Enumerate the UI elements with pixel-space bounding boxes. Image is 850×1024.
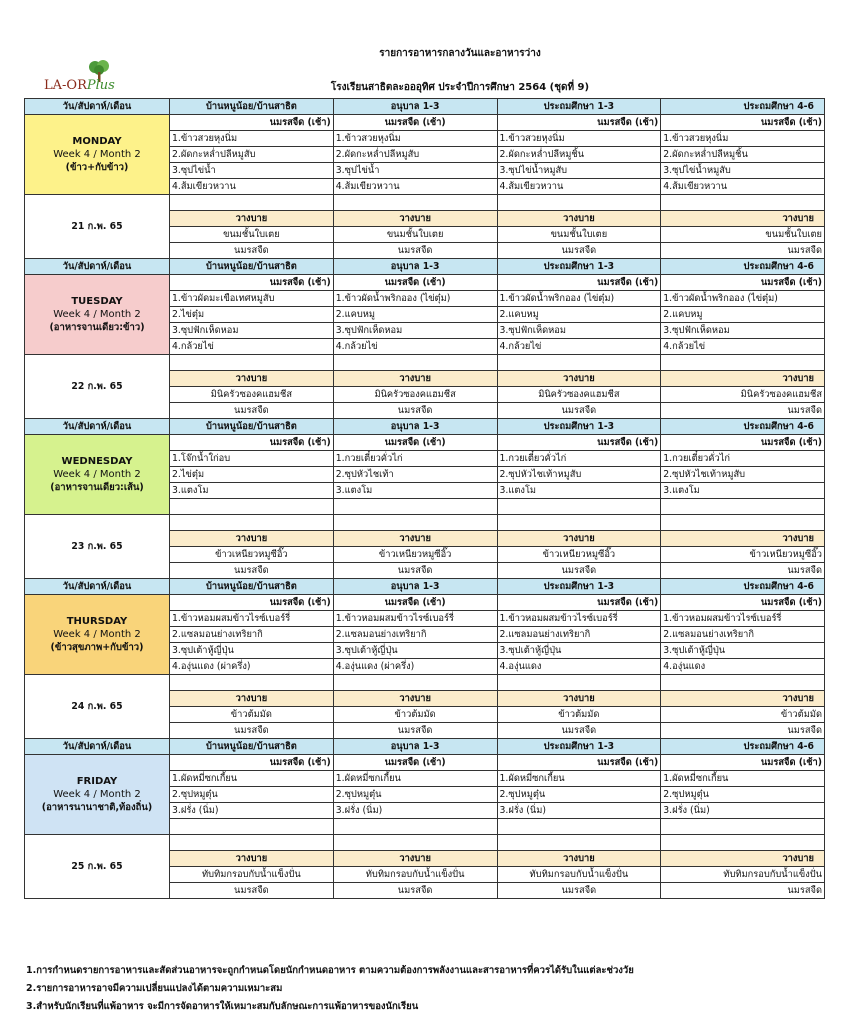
day-name: THURSDAY — [66, 616, 128, 627]
blank-cell — [170, 195, 334, 211]
day-week: Week 4 / Month 2 — [53, 149, 141, 160]
menu-row — [25, 275, 825, 291]
milk-item: นมรสจืด — [333, 723, 497, 739]
header-cell: วัน/สัปดาห์/เดือน — [25, 99, 170, 115]
notes — [26, 962, 634, 1016]
day-date: 25 ก.พ. 65 — [25, 835, 170, 899]
header-cell: ประถมศึกษา 1-3 — [497, 259, 661, 275]
snack-label: วางบาย — [497, 211, 661, 227]
milk-item: นมรสจืด — [170, 243, 334, 259]
lunch-item: 3.ซุปไข่น้ำหมูสับ — [497, 163, 661, 179]
blank-cell — [333, 819, 497, 835]
day-week: Week 4 / Month 2 — [53, 469, 141, 480]
day-date: 21 ก.พ. 65 — [25, 195, 170, 259]
milk-item: นมรสจืด — [497, 563, 661, 579]
day-label-wednesday — [25, 435, 170, 515]
lunch-item: 1.ข้าวผัดมะเขือเทศหมูสับ — [170, 291, 334, 307]
lunch-item — [497, 499, 661, 515]
note-2: 2.รายการอาหารอาจมีความเปลี่ยนแปลงได้ตามความเหมาะสม — [26, 983, 283, 994]
blank-cell — [661, 355, 825, 371]
milk-item: นมรสจืด — [333, 883, 497, 899]
lunch-item: 1.ข้าวหอมผสมข้าวไรซ์เบอร์รี่ — [333, 611, 497, 627]
day-label-friday — [25, 755, 170, 835]
lunch-item: 3.ซุปเต้าหู้ญี่ปุ่น — [333, 643, 497, 659]
blank-cell — [333, 515, 497, 531]
lunch-label: นมรสจืด (เช้า) — [497, 115, 661, 131]
lunch-item: 3.ซุปฟักเห็ดหอม — [497, 323, 661, 339]
blank-cell — [170, 515, 334, 531]
header-cell: บ้านหนูน้อย/บ้านสาธิต — [170, 419, 334, 435]
menu-table — [24, 98, 825, 899]
header-cell: ประถมศึกษา 1-3 — [497, 99, 661, 115]
snack-label: วางบาย — [333, 531, 497, 547]
lunch-label: นมรสจืด (เช้า) — [333, 755, 497, 771]
lunch-item: 4.กล้วยไข่ — [661, 339, 825, 355]
lunch-label: นมรสจืด (เช้า) — [661, 595, 825, 611]
snack-item: ข้าวต้มมัด — [170, 707, 334, 723]
milk-item: นมรสจืด — [170, 883, 334, 899]
header-row — [25, 739, 825, 755]
milk-item: นมรสจืด — [661, 403, 825, 419]
day-week: Week 4 / Month 2 — [53, 309, 141, 320]
lunch-item: 1.ข้าวสวยหุงนิ่ม — [661, 131, 825, 147]
lunch-label: นมรสจืด (เช้า) — [497, 755, 661, 771]
lunch-label: นมรสจืด (เช้า) — [333, 275, 497, 291]
lunch-item: 2.ผัดกะหล่ำปลีหมูชิ้น — [661, 147, 825, 163]
header-row — [25, 99, 825, 115]
snack-item: ข้าวเหนียวหมูซีอิ๊ว — [170, 547, 334, 563]
lunch-item: 4.กล้วยไข่ — [497, 339, 661, 355]
snack-label: วางบาย — [170, 851, 334, 867]
blank-cell — [333, 835, 497, 851]
lunch-item: 3.ซุปฟักเห็ดหอม — [170, 323, 334, 339]
lunch-item: 2.ซุปหัวไชเท้า — [333, 467, 497, 483]
lunch-item: 3.แตงโม — [497, 483, 661, 499]
snack-item: ขนมชั้นใบเตย — [170, 227, 334, 243]
blank-cell — [497, 515, 661, 531]
lunch-item: 2.แซลมอนย่างเทริยากิ — [170, 627, 334, 643]
lunch-item: 3.ฝรั่ง (นิ่ม) — [333, 803, 497, 819]
blank-cell — [497, 355, 661, 371]
header-cell: บ้านหนูน้อย/บ้านสาธิต — [170, 259, 334, 275]
header-cell: ประถมศึกษา 4-6 — [661, 739, 825, 755]
snack-item: มินิครัวซองคแฮมชีส — [170, 387, 334, 403]
header-cell: วัน/สัปดาห์/เดือน — [25, 739, 170, 755]
menu-row — [25, 835, 825, 851]
snack-label: วางบาย — [333, 371, 497, 387]
lunch-item — [661, 499, 825, 515]
logo-text: LA-OR — [44, 78, 87, 93]
school-logo — [44, 60, 154, 100]
lunch-item: 2.แซลมอนย่างเทริยากิ — [661, 627, 825, 643]
lunch-label: นมรสจืด (เช้า) — [661, 755, 825, 771]
menu-row — [25, 515, 825, 531]
menu-row — [25, 595, 825, 611]
snack-item: ขนมชั้นใบเตย — [333, 227, 497, 243]
lunch-item: 3.แตงโม — [661, 483, 825, 499]
lunch-item: 4.องุ่นแดง — [661, 659, 825, 675]
blank-cell — [333, 675, 497, 691]
milk-item: นมรสจืด — [170, 403, 334, 419]
page-title: รายการอาหารกลางวันและอาหารว่าง — [379, 48, 541, 59]
note-1: 1.การกำหนดรายการอาหารและสัดส่วนอาหารจะถูกกำหนดโดยนักกำหนดอาหาร ตามความต้องการพลังงานและสารอาหารที่ควรได้รับในแต่ละช่วงวัย — [26, 965, 634, 976]
header-cell: บ้านหนูน้อย/บ้านสาธิต — [170, 99, 334, 115]
lunch-item: 2.แคบหมู — [333, 307, 497, 323]
snack-item: มินิครัวซองคแฮมชีส — [333, 387, 497, 403]
lunch-item: 2.แคบหมู — [661, 307, 825, 323]
lunch-item: 2.ซุปหมูตุ๋น — [497, 787, 661, 803]
header-cell: ประถมศึกษา 1-3 — [497, 419, 661, 435]
snack-label: วางบาย — [661, 371, 825, 387]
header-cell: อนุบาล 1-3 — [333, 579, 497, 595]
menu-row — [25, 195, 825, 211]
blank-cell — [661, 675, 825, 691]
snack-item: ข้าวเหนียวหมูซีอิ๊ว — [661, 547, 825, 563]
lunch-item: 4.องุ่นแดง — [497, 659, 661, 675]
snack-item: มินิครัวซองคแฮมชีส — [497, 387, 661, 403]
snack-item: ข้าวต้มมัด — [333, 707, 497, 723]
header-cell: บ้านหนูน้อย/บ้านสาธิต — [170, 739, 334, 755]
header-cell: ประถมศึกษา 4-6 — [661, 259, 825, 275]
lunch-label: นมรสจืด (เช้า) — [661, 115, 825, 131]
milk-item: นมรสจืด — [170, 723, 334, 739]
snack-item: ข้าวเหนียวหมูซีอิ๊ว — [497, 547, 661, 563]
day-label-monday — [25, 115, 170, 195]
lunch-item: 3.แตงโม — [170, 483, 334, 499]
day-label-thursday — [25, 595, 170, 675]
snack-item: ทับทิมกรอบกับน้ำแข็งปั่น — [170, 867, 334, 883]
lunch-item: 2.แคบหมู — [497, 307, 661, 323]
lunch-item: 3.ฝรั่ง (นิ่ม) — [661, 803, 825, 819]
lunch-item: 3.ฝรั่ง (นิ่ม) — [497, 803, 661, 819]
day-name: MONDAY — [72, 136, 122, 147]
lunch-label: นมรสจืด (เช้า) — [333, 115, 497, 131]
lunch-item: 4.กล้วยไข่ — [333, 339, 497, 355]
blank-cell — [497, 819, 661, 835]
note-3: 3.สำหรับนักเรียนที่แพ้อาหาร จะมีการจัดอาหารให้เหมาะสมกับลักษณะการแพ้อาหารของนักเรียน — [26, 1001, 419, 1012]
day-name: FRIDAY — [76, 776, 118, 787]
snack-label: วางบาย — [661, 531, 825, 547]
lunch-item: 1.ข้าวสวยหุงนิ่ม — [497, 131, 661, 147]
snack-label: วางบาย — [170, 371, 334, 387]
day-week: Week 4 / Month 2 — [53, 629, 141, 640]
blank-cell — [170, 835, 334, 851]
snack-item: ขนมชั้นใบเตย — [661, 227, 825, 243]
lunch-label: นมรสจืด (เช้า) — [170, 435, 334, 451]
lunch-item: 4.ส้มเขียวหวาน — [661, 179, 825, 195]
lunch-item: 1.ข้าวหอมผสมข้าวไรซ์เบอร์รี่ — [661, 611, 825, 627]
lunch-label: นมรสจืด (เช้า) — [497, 275, 661, 291]
lunch-item: 2.ซุปหมูตุ๋น — [661, 787, 825, 803]
lunch-item: 3.ซุปฟักเห็ดหอม — [661, 323, 825, 339]
blank-cell — [333, 195, 497, 211]
lunch-label: นมรสจืด (เช้า) — [497, 595, 661, 611]
lunch-item: 3.ซุปไข่น้ำหมูสับ — [661, 163, 825, 179]
lunch-item: 2.แซลมอนย่างเทริยากิ — [333, 627, 497, 643]
lunch-label: นมรสจืด (เช้า) — [333, 435, 497, 451]
day-label-tuesday — [25, 275, 170, 355]
lunch-label: นมรสจืด (เช้า) — [170, 115, 334, 131]
lunch-item: 1.ข้าวผัดน้ำพริกออง (ไข่ตุ๋ม) — [661, 291, 825, 307]
blank-cell — [170, 355, 334, 371]
lunch-item: 2.ไข่ตุ๋ม — [170, 467, 334, 483]
snack-label: วางบาย — [333, 851, 497, 867]
day-type: (อาหารจานเดียว:ข้าว) — [49, 322, 145, 333]
day-name: WEDNESDAY — [61, 456, 133, 467]
lunch-item: 3.ซุปฟักเห็ดหอม — [333, 323, 497, 339]
header-cell: ประถมศึกษา 4-6 — [661, 99, 825, 115]
snack-item: ข้าวต้มมัด — [497, 707, 661, 723]
header-cell: อนุบาล 1-3 — [333, 419, 497, 435]
day-date: 24 ก.พ. 65 — [25, 675, 170, 739]
lunch-item: 2.ซุปหัวไชเท้าหมูสับ — [661, 467, 825, 483]
lunch-item: 3.ซุปเต้าหู้ญี่ปุ่น — [661, 643, 825, 659]
lunch-item: 1.ข้าวหอมผสมข้าวไรซ์เบอร์รี่ — [497, 611, 661, 627]
milk-item: นมรสจืด — [661, 723, 825, 739]
menu-row — [25, 115, 825, 131]
milk-item: นมรสจืด — [497, 403, 661, 419]
lunch-item: 1.กวยเตี๋ยวคั่วไก่ — [661, 451, 825, 467]
lunch-item: 1.ข้าวหอมผสมข้าวไรซ์เบอร์รี่ — [170, 611, 334, 627]
milk-item: นมรสจืด — [333, 563, 497, 579]
day-name: TUESDAY — [71, 296, 123, 307]
lunch-item: 1.ข้าวสวยหุงนิ่ม — [333, 131, 497, 147]
lunch-item — [333, 499, 497, 515]
blank-cell — [661, 819, 825, 835]
lunch-label: นมรสจืด (เช้า) — [661, 435, 825, 451]
lunch-item: 2.ผัดกะหล่ำปลีหมูสับ — [333, 147, 497, 163]
header-cell: บ้านหนูน้อย/บ้านสาธิต — [170, 579, 334, 595]
header-cell: ประถมศึกษา 4-6 — [661, 579, 825, 595]
lunch-label: นมรสจืด (เช้า) — [497, 435, 661, 451]
lunch-label: นมรสจืด (เช้า) — [170, 755, 334, 771]
snack-label: วางบาย — [497, 851, 661, 867]
header-cell: ประถมศึกษา 1-3 — [497, 579, 661, 595]
blank-cell — [497, 675, 661, 691]
header-cell: วัน/สัปดาห์/เดือน — [25, 259, 170, 275]
header-cell: วัน/สัปดาห์/เดือน — [25, 419, 170, 435]
snack-label: วางบาย — [497, 371, 661, 387]
lunch-item: 1.กวยเตี๋ยวคั่วไก่ — [333, 451, 497, 467]
snack-item: ขนมชั้นใบเตย — [497, 227, 661, 243]
milk-item: นมรสจืด — [497, 243, 661, 259]
milk-item: นมรสจืด — [497, 723, 661, 739]
header-cell: อนุบาล 1-3 — [333, 99, 497, 115]
lunch-item: 3.ซุปเต้าหู้ญี่ปุ่น — [497, 643, 661, 659]
lunch-item: 2.ซุปหมูตุ๋น — [170, 787, 334, 803]
lunch-label: นมรสจืด (เช้า) — [661, 275, 825, 291]
lunch-item: 1.โจ๊กน้ำใก่อบ — [170, 451, 334, 467]
snack-item: ทับทิมกรอบกับน้ำแข็งปั่น — [333, 867, 497, 883]
page-subtitle: โรงเรียนสาธิตละอออุทิศ ประจำปีการศึกษา 2564 (ชุดที่ 9) — [330, 82, 590, 93]
lunch-item: 4.องุ่นแดง (ผ่าครึ่ง) — [333, 659, 497, 675]
milk-item: นมรสจืด — [661, 883, 825, 899]
lunch-item: 2.ผัดกะหล่ำปลีหมูชิ้น — [497, 147, 661, 163]
menu-row — [25, 355, 825, 371]
snack-label: วางบาย — [497, 531, 661, 547]
lunch-item: 3.ซุปเต้าหู้ญี่ปุ่น — [170, 643, 334, 659]
lunch-item: 1.ผัดหมี่ซกเกี้ยน — [661, 771, 825, 787]
lunch-item: 3.ฝรั่ง (นิ่ม) — [170, 803, 334, 819]
menu-row — [25, 435, 825, 451]
milk-item: นมรสจืด — [661, 563, 825, 579]
lunch-item: 4.ส้มเขียวหวาน — [497, 179, 661, 195]
header-cell: ประถมศึกษา 4-6 — [661, 419, 825, 435]
snack-item: มินิครัวซองคแฮมชีส — [661, 387, 825, 403]
blank-cell — [170, 675, 334, 691]
milk-item: นมรสจืด — [333, 403, 497, 419]
lunch-item: 1.ผัดหมี่ซกเกี้ยน — [497, 771, 661, 787]
day-week: Week 4 / Month 2 — [53, 789, 141, 800]
blank-cell — [661, 195, 825, 211]
snack-label: วางบาย — [497, 691, 661, 707]
blank-cell — [661, 515, 825, 531]
lunch-item: 4.ส้มเขียวหวาน — [333, 179, 497, 195]
day-type: (อาหารนานาชาติ,ท้องถิ่น) — [41, 802, 153, 813]
lunch-item: 3.ซุปไข่น้ำ — [333, 163, 497, 179]
lunch-item — [170, 499, 334, 515]
lunch-item: 2.ผัดกะหล่ำปลีหมูสับ — [170, 147, 334, 163]
blank-cell — [497, 835, 661, 851]
lunch-item: 1.กวยเตี๋ยวคั่วไก่ — [497, 451, 661, 467]
header-row — [25, 579, 825, 595]
header-cell: อนุบาล 1-3 — [333, 259, 497, 275]
snack-label: วางบาย — [333, 211, 497, 227]
lunch-item: 2.ไข่ตุ๋ม — [170, 307, 334, 323]
header-row — [25, 419, 825, 435]
lunch-item: 1.ผัดหมี่ซกเกี้ยน — [333, 771, 497, 787]
snack-label: วางบาย — [333, 691, 497, 707]
snack-label: วางบาย — [170, 211, 334, 227]
lunch-item: 2.ซุปหมูตุ๋น — [333, 787, 497, 803]
snack-item: ข้าวเหนียวหมูซีอิ๊ว — [333, 547, 497, 563]
day-date: 23 ก.พ. 65 — [25, 515, 170, 579]
menu-row — [25, 755, 825, 771]
blank-cell — [661, 835, 825, 851]
lunch-item: 1.ข้าวสวยหุงนิ่ม — [170, 131, 334, 147]
header-cell: อนุบาล 1-3 — [333, 739, 497, 755]
lunch-label: นมรสจืด (เช้า) — [170, 595, 334, 611]
milk-item: นมรสจืด — [333, 243, 497, 259]
lunch-item: 4.องุ่นแดง (ผ่าครึ่ง) — [170, 659, 334, 675]
logo-plus: Plus — [86, 78, 115, 93]
lunch-label: นมรสจืด (เช้า) — [333, 595, 497, 611]
blank-cell — [333, 355, 497, 371]
header-cell: วัน/สัปดาห์/เดือน — [25, 579, 170, 595]
lunch-item: 2.แซลมอนย่างเทริยากิ — [497, 627, 661, 643]
lunch-item: 3.ซุปไข่น้ำ — [170, 163, 334, 179]
day-date: 22 ก.พ. 65 — [25, 355, 170, 419]
milk-item: นมรสจืด — [170, 563, 334, 579]
day-type: (ข้าวสุขภาพ+กับข้าว) — [50, 642, 144, 653]
lunch-item: 1.ผัดหมี่ซกเกี้ยน — [170, 771, 334, 787]
snack-label: วางบาย — [170, 691, 334, 707]
snack-label: วางบาย — [661, 851, 825, 867]
lunch-item: 1.ข้าวผัดน้ำพริกออง (ไข่ตุ๋ม) — [333, 291, 497, 307]
blank-cell — [497, 195, 661, 211]
menu-row — [25, 675, 825, 691]
lunch-item: 1.ข้าวผัดน้ำพริกออง (ไข่ตุ๋ม) — [497, 291, 661, 307]
blank-cell — [170, 819, 334, 835]
lunch-item: 4.ส้มเขียวหวาน — [170, 179, 334, 195]
milk-item: นมรสจืด — [661, 243, 825, 259]
day-type: (อาหารจานเดียว:เส้น) — [50, 482, 144, 493]
header-row — [25, 259, 825, 275]
lunch-label: นมรสจืด (เช้า) — [170, 275, 334, 291]
snack-item: ทับทิมกรอบกับน้ำแข็งปั่น — [497, 867, 661, 883]
lunch-item: 2.ซุปหัวไชเท้าหมูสับ — [497, 467, 661, 483]
snack-label: วางบาย — [170, 531, 334, 547]
lunch-item: 4.กล้วยไข่ — [170, 339, 334, 355]
snack-item: ข้าวต้มมัด — [661, 707, 825, 723]
snack-label: วางบาย — [661, 211, 825, 227]
snack-item: ทับทิมกรอบกับน้ำแข็งปั่น — [661, 867, 825, 883]
milk-item: นมรสจืด — [497, 883, 661, 899]
header-cell: ประถมศึกษา 1-3 — [497, 739, 661, 755]
lunch-item: 3.แตงโม — [333, 483, 497, 499]
snack-label: วางบาย — [661, 691, 825, 707]
day-type: (ข้าว+กับข้าว) — [65, 162, 129, 173]
